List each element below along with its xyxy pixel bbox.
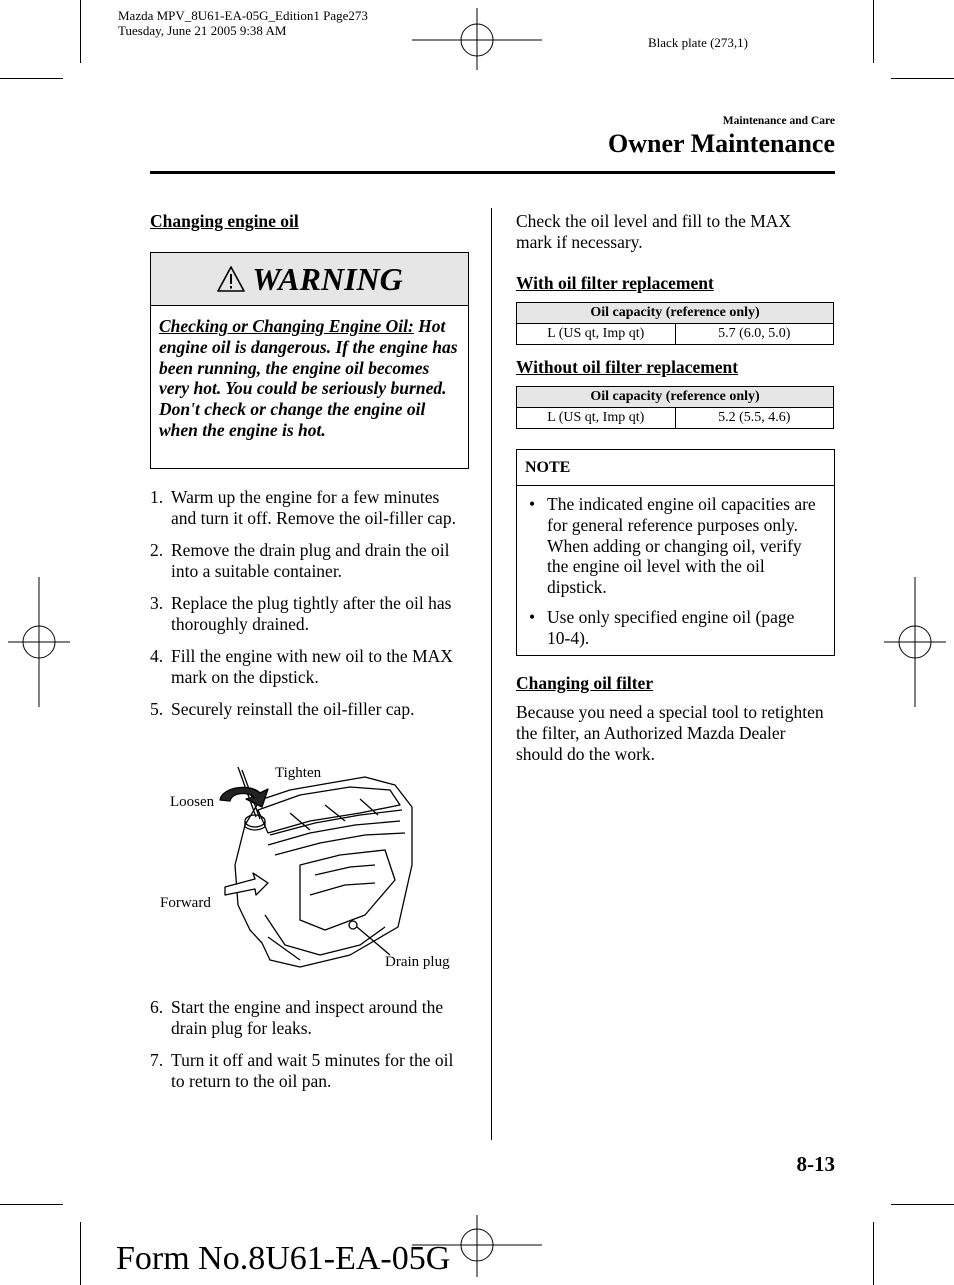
step-item: 1. Warm up the engine for a few minutes and turn it off. Remove the oil-filler cap. <box>150 487 456 528</box>
crop-mark <box>873 1222 874 1285</box>
warning-lead: Checking or Changing Engine Oil: <box>159 316 414 336</box>
print-info-line2: Tuesday, June 21 2005 9:38 AM <box>118 23 287 38</box>
crop-mark <box>80 1222 81 1285</box>
warning-text <box>151 306 468 441</box>
warning-title: WARNING <box>252 260 403 297</box>
heading-with-filter: With oil filter replacement <box>516 273 714 293</box>
crop-mark <box>0 1204 63 1205</box>
table-row <box>517 324 834 345</box>
step-item: 7. Turn it off and wait 5 minutes for the oil to return to the oil pan. <box>150 1050 454 1091</box>
engine-illustration <box>150 755 470 980</box>
table-cell-unit: L (US qt, Imp qt) <box>517 408 676 429</box>
crop-mark <box>873 0 874 63</box>
warning-triangle-icon <box>216 265 246 293</box>
crop-mark <box>891 1204 954 1205</box>
crop-mark <box>891 78 954 79</box>
page-number: 8-13 <box>796 1152 835 1176</box>
step-item: 2. Remove the drain plug and drain the oil into a suitable container. <box>150 540 450 581</box>
warning-body: Hot engine oil is dangerous. If the engine has been running, the engine oil becomes very hot. You could be seriously burned. Don't check or change the engine oil when the engine is hot. <box>159 316 458 440</box>
section-title: Owner Maintenance <box>608 129 835 158</box>
registration-mark-top <box>412 8 542 70</box>
bullet-icon: • <box>529 606 536 627</box>
table-cell-unit: L (US qt, Imp qt) <box>517 324 676 345</box>
crop-mark <box>80 0 81 63</box>
heading-changing-oil-filter: Changing oil filter <box>516 673 654 693</box>
capacity-table-without-filter <box>516 386 834 429</box>
step-item: 5. Securely reinstall the oil-filler cap. <box>150 699 415 719</box>
step-item: 6. Start the engine and inspect around the drain plug for leaks. <box>150 997 444 1038</box>
section-label: Maintenance and Care <box>722 115 835 127</box>
bullet-icon: • <box>529 494 536 514</box>
figure-label-drain-plug: Drain plug <box>385 954 450 970</box>
warning-box <box>150 252 469 469</box>
figure-label-loosen: Loosen <box>170 794 215 810</box>
column-divider <box>491 208 492 1140</box>
warning-header <box>151 253 468 306</box>
crop-mark <box>0 78 63 79</box>
note-item: • The indicated engine oil capacities are for general reference purposes only. When adding or changing oil, verify the engine oil level with the oil dipstick. <box>529 494 816 598</box>
heading-changing-engine-oil: Changing engine oil <box>150 211 299 231</box>
capacity-table-with-filter <box>516 302 834 345</box>
step-item: 4. Fill the engine with new oil to the MAX mark on the dipstick. <box>150 646 453 687</box>
heading-without-filter: Without oil filter replacement <box>516 357 739 377</box>
registration-mark-right <box>884 577 946 707</box>
oil-filter-text: Because you need a special tool to retighten the filter, an Authorized Mazda Dealer should do the work. <box>516 702 824 764</box>
figure-label-tighten: Tighten <box>275 765 322 781</box>
intro-text: Check the oil level and fill to the MAX mark if necessary. <box>516 211 792 252</box>
figure-label-forward: Forward <box>160 895 211 911</box>
plate-label: Black plate (273,1) <box>648 35 748 50</box>
table-cell-value: 5.7 (6.0, 5.0) <box>675 324 834 345</box>
table-cell-value: 5.2 (5.5, 4.6) <box>675 408 834 429</box>
steps-list-a <box>150 487 468 731</box>
step-item: 3. Replace the plug tightly after the oil has thoroughly drained. <box>150 593 452 634</box>
print-info-line1: Mazda MPV_8U61-EA-05G_Edition1 Page273 <box>118 8 368 23</box>
steps-list-b <box>150 997 468 1103</box>
note-item: • Use only specified engine oil (page 10-4). <box>529 606 795 648</box>
header-rule <box>150 171 835 174</box>
table-row <box>517 408 834 429</box>
registration-mark-left <box>8 577 70 707</box>
note-title: NOTE <box>517 450 834 486</box>
note-box <box>516 449 835 656</box>
print-info <box>118 8 368 38</box>
table-header: Oil capacity (reference only) <box>517 387 834 408</box>
form-number: Form No.8U61-EA-05G <box>116 1240 451 1277</box>
table-header: Oil capacity (reference only) <box>517 303 834 324</box>
